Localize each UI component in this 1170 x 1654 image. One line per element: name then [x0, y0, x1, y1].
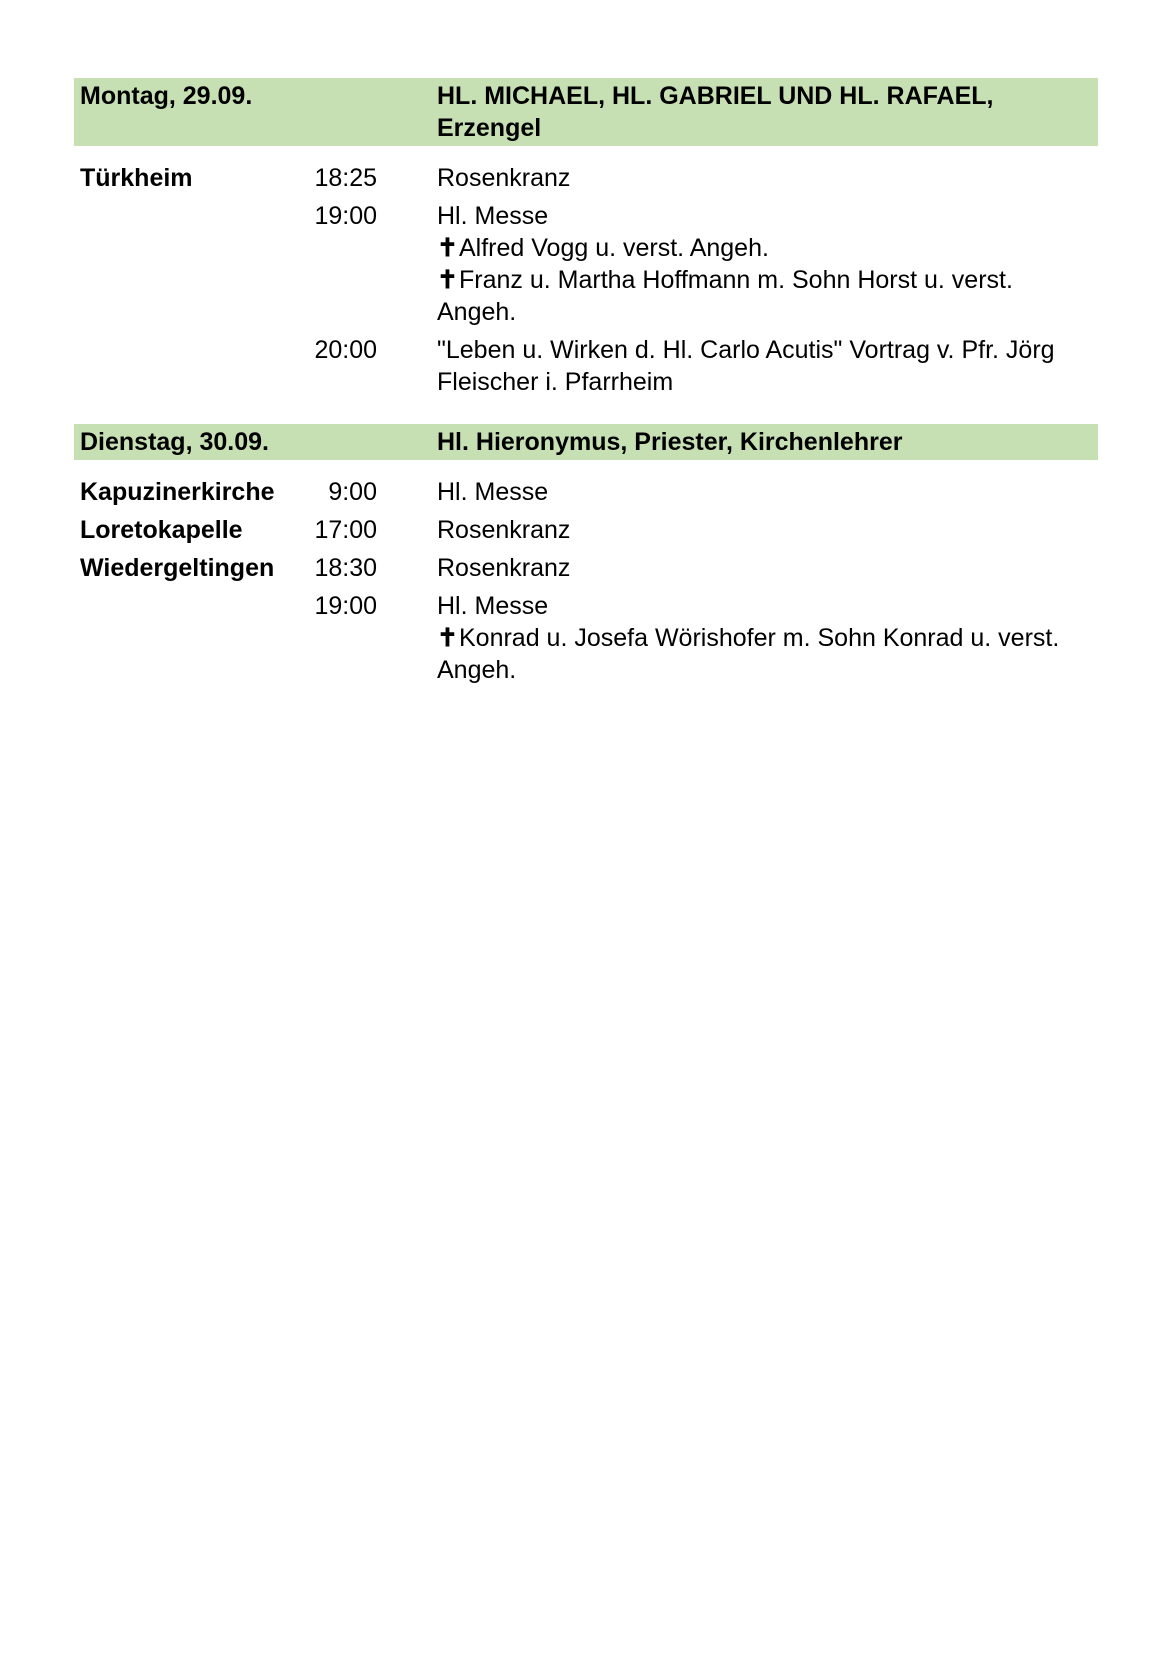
day-header-monday [74, 78, 1098, 146]
entry-line: "Leben u. Wirken d. Hl. Carlo Acutis" Vortrag v. Pfr. Jörg Fleischer i. Pfarrheim [437, 336, 1055, 396]
entry-place: Loretokapelle [80, 516, 243, 544]
entry-line: Rosenkranz [437, 516, 571, 544]
schedule-entry [74, 334, 1098, 398]
entry-time: 20:00 [314, 336, 377, 364]
entry-time: 18:30 [314, 554, 377, 582]
entry-time: 9:00 [328, 478, 377, 506]
schedule-entry [74, 590, 1098, 686]
cross-icon: ✝ [437, 234, 458, 262]
entry-line: Rosenkranz [437, 554, 571, 582]
day-header-tuesday [74, 424, 1098, 460]
entry-description [437, 162, 1098, 194]
schedule-entry [74, 514, 1098, 546]
entry-time: 19:00 [314, 592, 377, 620]
entry-time: 17:00 [314, 516, 377, 544]
entry-line: ✝Franz u. Martha Hoffmann m. Sohn Horst u. verst. Angeh. [437, 266, 1013, 326]
entry-line: ✝Konrad u. Josefa Wörishofer m. Sohn Konrad u. verst. Angeh. [437, 624, 1060, 684]
schedule-entry [74, 552, 1098, 584]
schedule-entry [74, 476, 1098, 508]
entry-line: Rosenkranz [437, 164, 571, 192]
entry-place: Kapuzinerkirche [80, 478, 275, 506]
entry-description [437, 590, 1098, 686]
entry-place: Türkheim [80, 164, 193, 192]
entry-time: 19:00 [314, 202, 377, 230]
cross-icon: ✝ [437, 266, 458, 294]
cross-icon: ✝ [437, 624, 458, 652]
day-feast: HL. MICHAEL, HL. GABRIEL UND HL. RAFAEL, Erzengel [437, 82, 994, 142]
day-date: Dienstag, 30.09. [80, 428, 269, 456]
schedule-page [74, 78, 1098, 712]
entry-line: Hl. Messe [437, 592, 549, 620]
entry-line: Hl. Messe [437, 478, 549, 506]
day-date: Montag, 29.09. [80, 82, 253, 110]
day-feast: Hl. Hieronymus, Priester, Kirchenlehrer [437, 428, 903, 456]
entry-description [437, 552, 1098, 584]
entry-time: 18:25 [314, 164, 377, 192]
entry-description [437, 476, 1098, 508]
entry-description [437, 200, 1098, 328]
entry-place: Wiedergeltingen [80, 554, 275, 582]
entry-description [437, 334, 1098, 398]
entry-line: ✝Alfred Vogg u. verst. Angeh. [437, 234, 769, 262]
day-entries-monday [74, 146, 1098, 424]
entry-line: Hl. Messe [437, 202, 549, 230]
entry-description [437, 514, 1098, 546]
day-entries-tuesday [74, 460, 1098, 712]
schedule-entry [74, 200, 1098, 328]
schedule-entry [74, 162, 1098, 194]
